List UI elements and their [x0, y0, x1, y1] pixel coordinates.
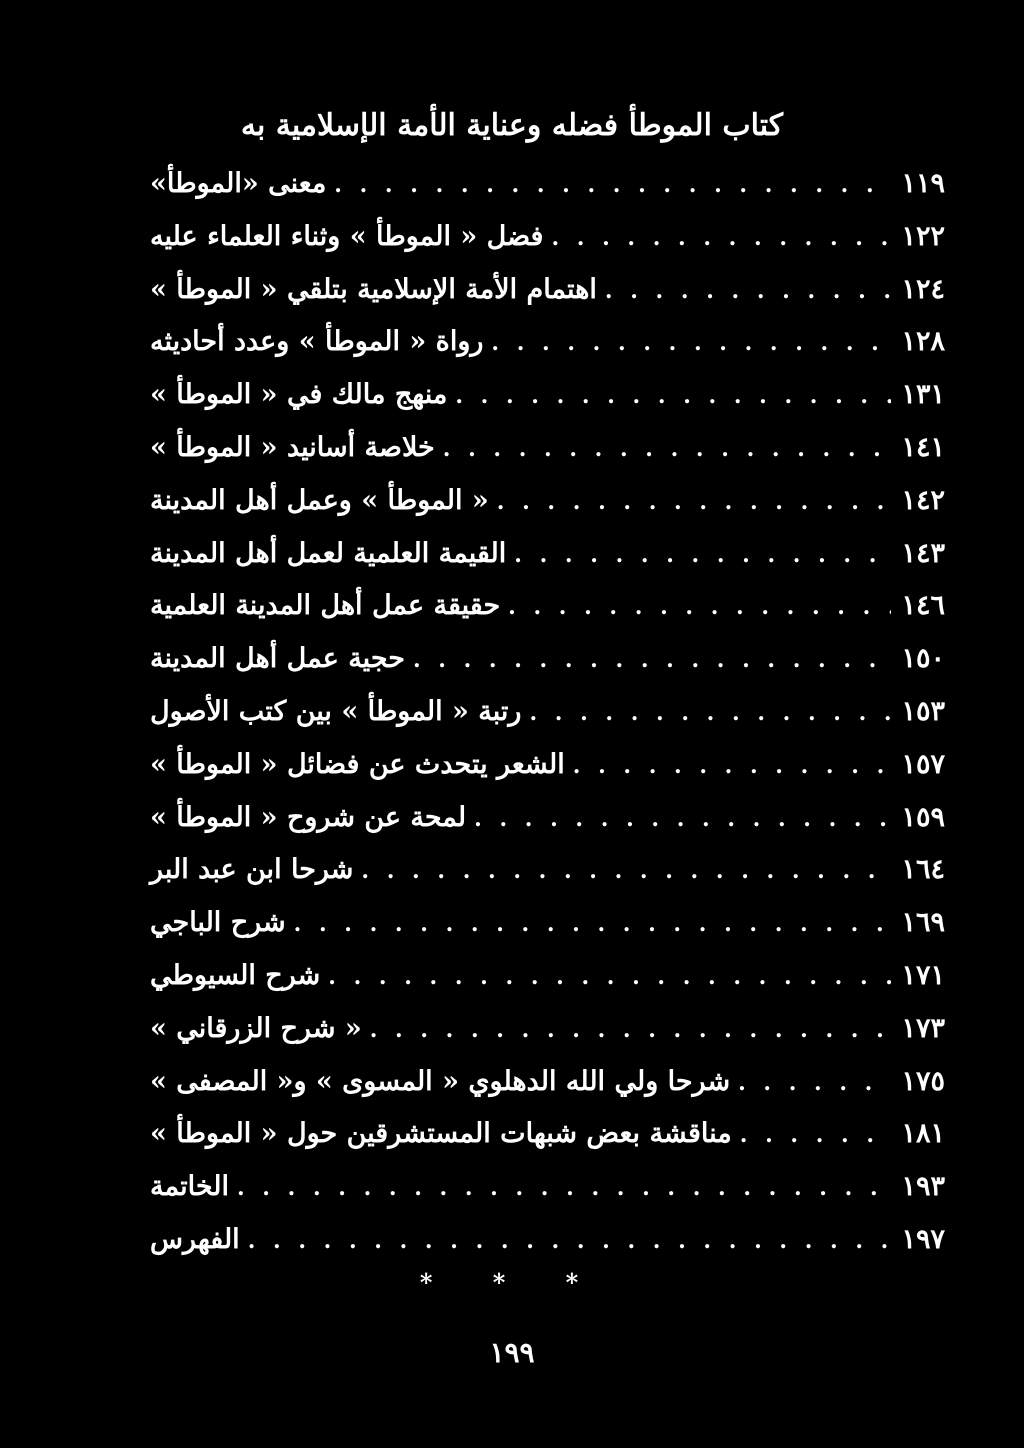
- toc-entry-page: ١٣١: [901, 379, 945, 411]
- toc-leader-dots: [514, 542, 891, 568]
- toc-entry-page: ١٢٨: [901, 326, 945, 358]
- toc-leader-dots: [248, 1228, 892, 1254]
- toc-entry-page: ١٥٠: [901, 643, 945, 675]
- toc-entry-title: القيمة العلمية لعمل أهل المدينة: [150, 537, 507, 569]
- section-separator: * * *: [419, 1268, 605, 1297]
- toc-entry-page: ١٧٥: [901, 1065, 945, 1097]
- toc-entry: [150, 590, 945, 643]
- toc-leader-dots: [497, 489, 892, 515]
- toc-entry-title: اهتمام الأمة الإسلامية بتلقي « الموطأ »: [150, 273, 597, 305]
- toc-leader-dots: [738, 1070, 891, 1096]
- toc-entry-title: الخاتمة: [150, 1171, 229, 1203]
- toc-leader-dots: [413, 647, 892, 673]
- toc-leader-dots: [491, 330, 891, 356]
- toc-leader-dots: [551, 225, 891, 251]
- toc-entry: [150, 1118, 945, 1171]
- toc-entry: [150, 379, 945, 432]
- toc-entry: [150, 802, 945, 855]
- toc-entry-title: معنى «الموطأ»: [150, 168, 327, 199]
- toc-entry-title: « شرح الزرقاني »: [150, 1012, 362, 1044]
- toc-leader-dots: [605, 278, 892, 304]
- toc-entry-page: ١٥٩: [901, 801, 945, 833]
- toc-leader-dots: [370, 1017, 892, 1043]
- toc-leader-dots: [474, 806, 891, 832]
- toc-entry-page: ١٦٩: [901, 907, 945, 939]
- toc-entry: [150, 1066, 945, 1119]
- toc-entry-title: مناقشة بعض شبهات المستشرقين حول « الموطأ »: [150, 1118, 732, 1150]
- toc-entry-page: ١٤٣: [901, 537, 945, 569]
- toc-entry: [150, 1171, 945, 1224]
- toc-entry-title: الفهرس: [150, 1223, 240, 1255]
- toc-entry: [150, 326, 945, 379]
- toc-entry-title: شرح السيوطي: [150, 959, 321, 991]
- toc-entry: [150, 168, 945, 221]
- toc-leader-dots: [361, 858, 891, 884]
- page-title: كتاب الموطأ فضله وعناية الأمة الإسلامية به: [240, 108, 784, 143]
- toc-entry: [150, 749, 945, 802]
- toc-leader-dots: [740, 1122, 892, 1148]
- toc-entry-page: ١٧١: [901, 959, 945, 991]
- toc-entry-title: شرحا ولي الله الدهلوي « المسوى » و« المصفى »: [150, 1065, 731, 1097]
- toc-entry-title: رواة « الموطأ » وعدد أحاديثه: [150, 326, 484, 358]
- toc-entry: [150, 538, 945, 591]
- page-number: ١٩٩: [489, 1336, 535, 1369]
- toc-leader-dots: [529, 700, 891, 726]
- toc-leader-dots: [334, 172, 891, 198]
- toc-entry: [150, 1013, 945, 1066]
- toc-leader-dots: [237, 1175, 892, 1201]
- toc-entry-title: منهج مالك في « الموطأ »: [150, 379, 448, 411]
- toc-entry: [150, 485, 945, 538]
- toc-entry-title: « الموطأ » وعمل أهل المدينة: [150, 484, 489, 516]
- toc-entry-page: ١٦٤: [901, 854, 945, 886]
- toc-entry-title: شرحا ابن عبد البر: [150, 854, 354, 886]
- toc-entry-page: ١٢٤: [901, 273, 945, 305]
- toc-entry-title: خلاصة أسانيد « الموطأ »: [150, 431, 435, 463]
- toc-leader-dots: [443, 436, 892, 462]
- toc-entry-title: رتبة « الموطأ » بين كتب الأصول: [150, 695, 522, 727]
- toc-leader-dots: [294, 911, 892, 937]
- toc-entry: [150, 960, 945, 1013]
- toc-entry-title: حجية عمل أهل المدينة: [150, 643, 405, 675]
- table-of-contents: [150, 168, 945, 1277]
- toc-entry-title: شرح الباجي: [150, 907, 286, 939]
- toc-leader-dots: [508, 594, 891, 620]
- toc-entry-page: ١٩٧: [901, 1223, 945, 1255]
- toc-entry-page: ١٤٢: [901, 484, 945, 516]
- toc-entry-page: ١١٩: [901, 168, 945, 199]
- toc-leader-dots: [455, 383, 891, 409]
- toc-entry-title: لمحة عن شروح « الموطأ »: [150, 801, 467, 833]
- toc-entry: [150, 221, 945, 274]
- toc-entry-page: ١٥٧: [901, 748, 945, 780]
- toc-leader-dots: [573, 753, 892, 779]
- toc-entry: [150, 643, 945, 696]
- toc-entry-page: ١٥٣: [901, 695, 945, 727]
- toc-entry-page: ١٨١: [901, 1118, 945, 1150]
- toc-entry-page: ١٤٦: [901, 590, 945, 622]
- toc-entry-title: الشعر يتحدث عن فضائل « الموطأ »: [150, 748, 565, 780]
- toc-entry: [150, 274, 945, 327]
- toc-entry-page: ١٤١: [901, 431, 945, 463]
- toc-entry-page: ١٩٣: [901, 1171, 945, 1203]
- toc-leader-dots: [328, 964, 891, 990]
- toc-entry-title: فضل « الموطأ » وثناء العلماء عليه: [150, 220, 544, 252]
- toc-entry: [150, 696, 945, 749]
- toc-entry: [150, 907, 945, 960]
- toc-entry: [150, 432, 945, 485]
- toc-entry-page: ١٧٣: [901, 1012, 945, 1044]
- toc-entry: [150, 854, 945, 907]
- toc-entry-title: حقيقة عمل أهل المدينة العلمية: [150, 590, 501, 622]
- toc-entry-page: ١٢٢: [901, 220, 945, 252]
